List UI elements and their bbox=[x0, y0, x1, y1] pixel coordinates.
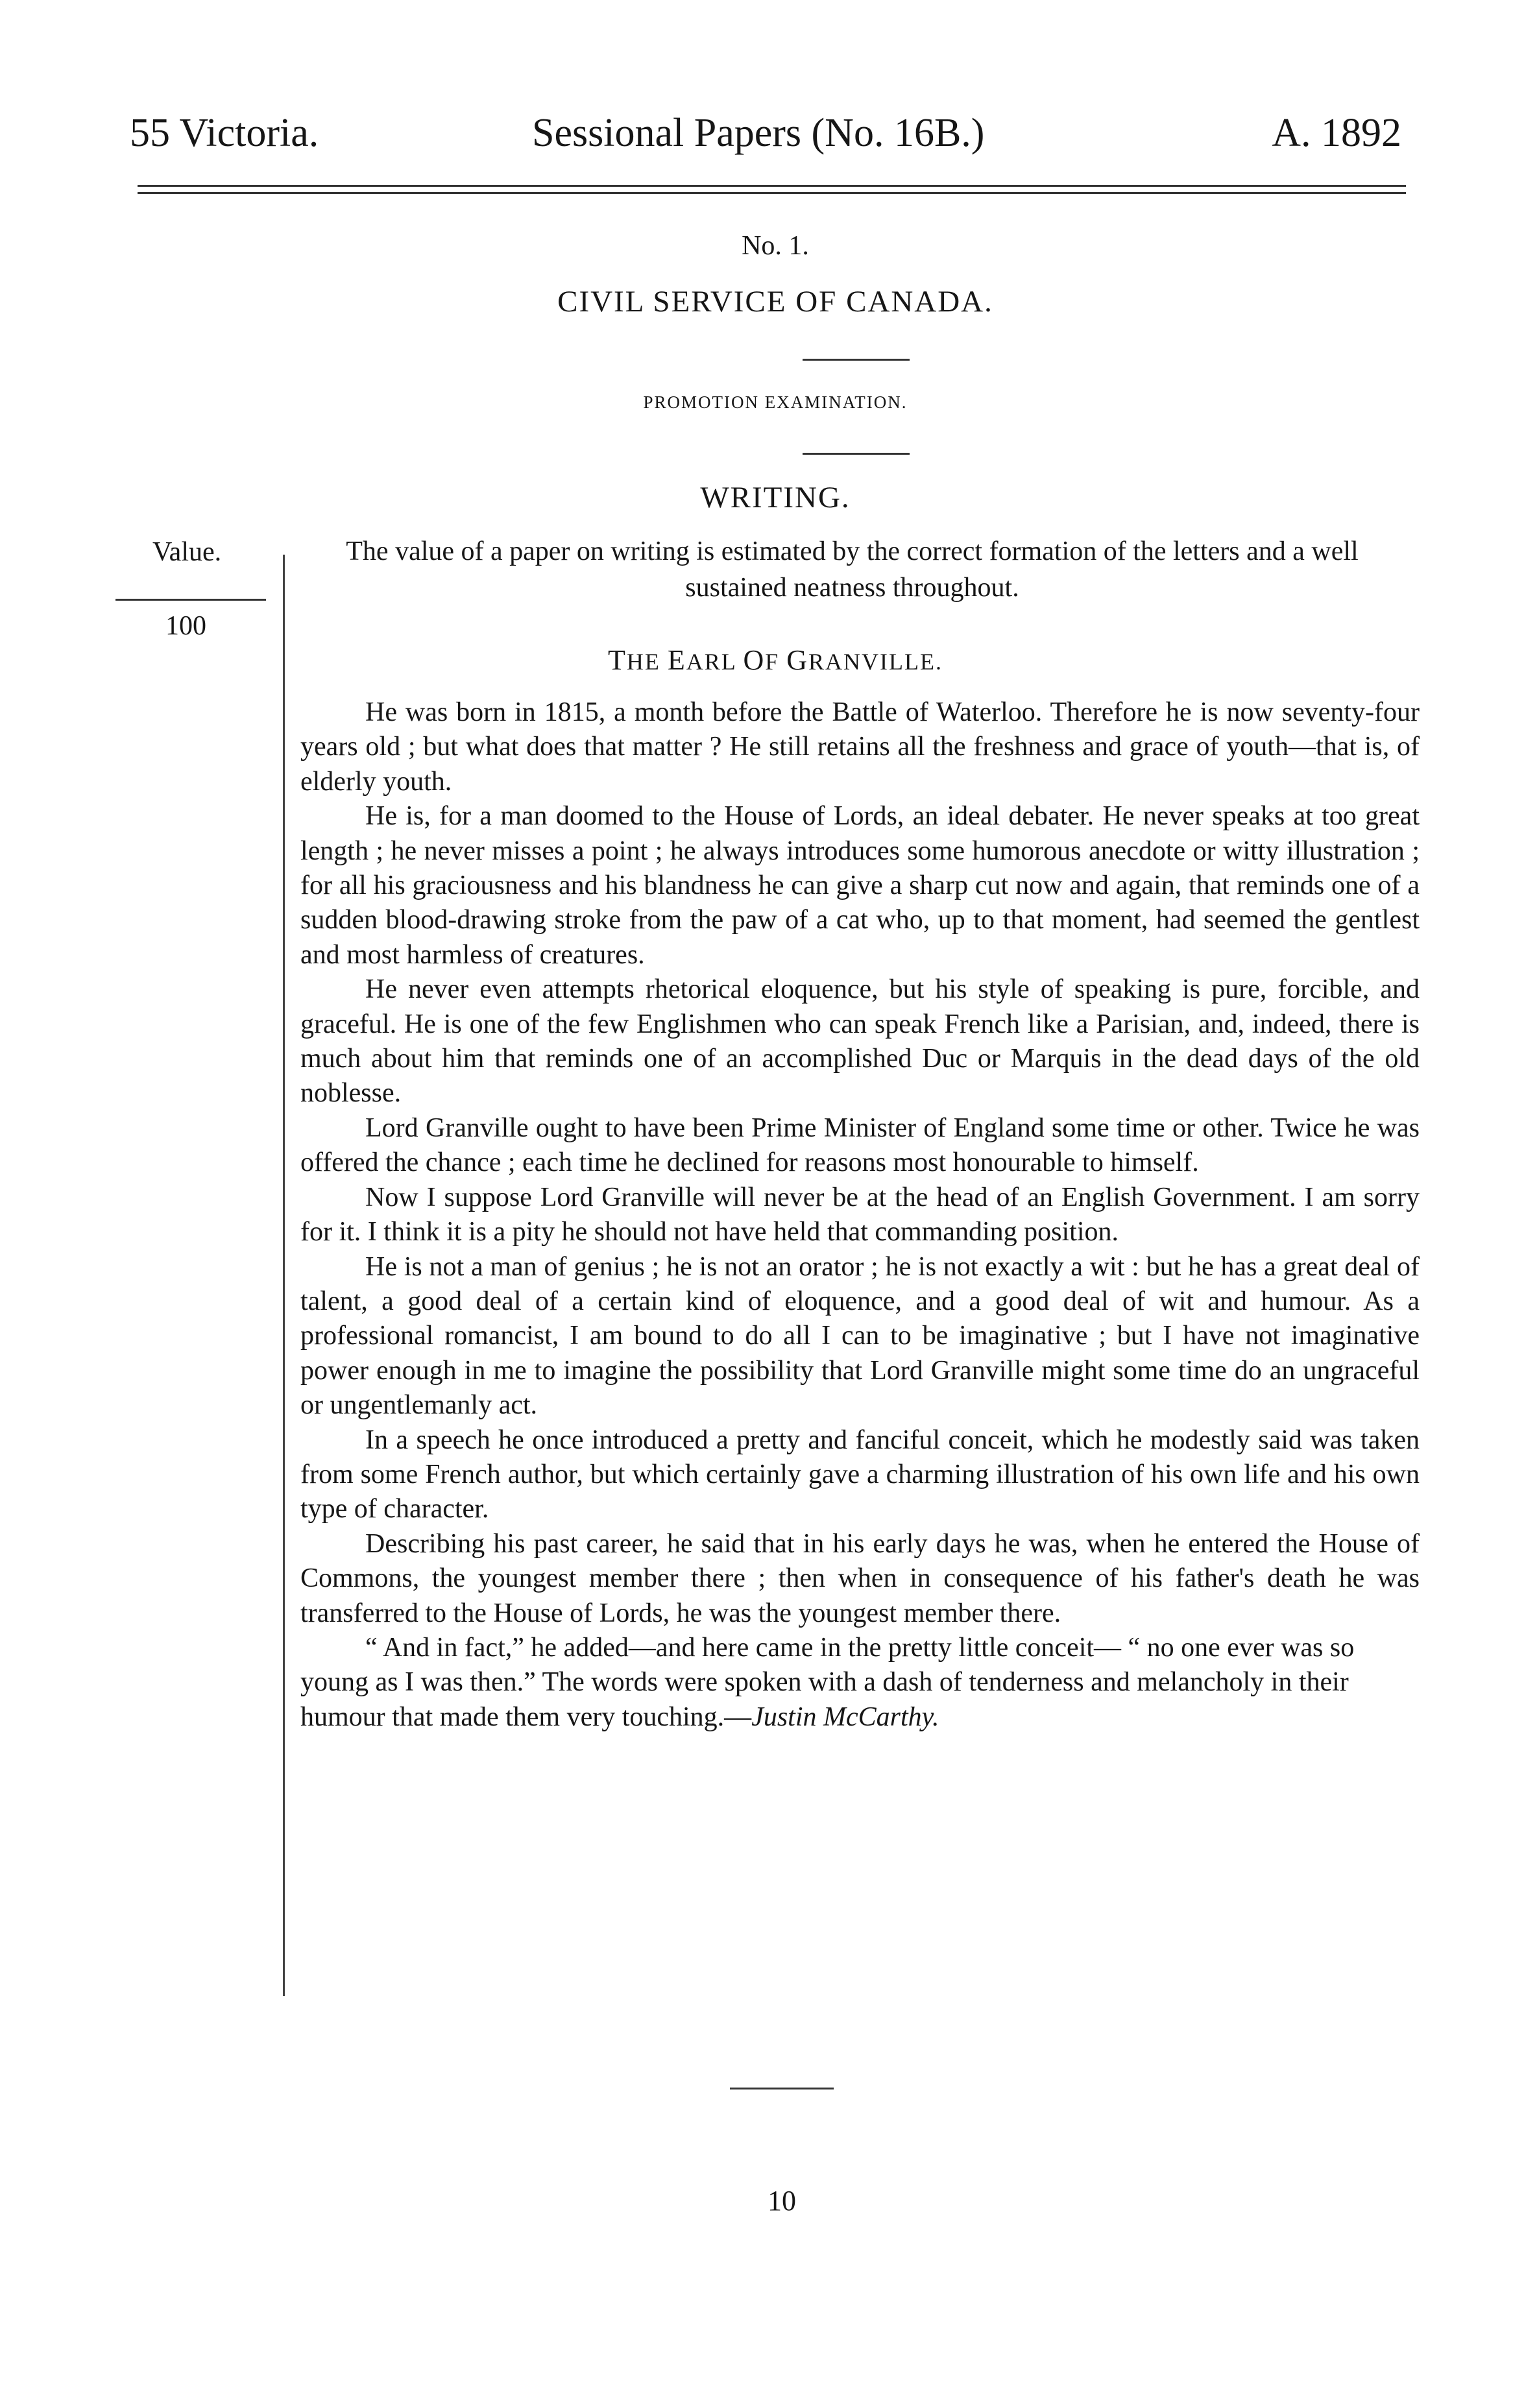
section-heading: WRITING. bbox=[700, 481, 851, 514]
value-amount: 100 bbox=[165, 611, 206, 641]
passage-paragraph: He is, for a man doomed to the House of Lords, an ideal debater. He never speaks at too great length ; he never misses a point ; he always introduces some humorous anecdote or witty illustration ; for all his graciousness and his blandness he can give a sharp cut now and again, that reminds one of a sudden blood-drawing stroke from the paw of a cat who, up to that moment, had seemed the gentlest and most harmless of creatures. bbox=[300, 801, 1420, 970]
passage-paragraph: In a speech he once introduced a pretty and fanciful conceit, which he modestly said was taken from some French author, but which certainly gave a charming illustration of his own life and his own type of character. bbox=[300, 1425, 1420, 1524]
title-divider bbox=[803, 359, 910, 361]
passage-paragraph: Lord Granville ought to have been Prime Minister of England some time or other. Twice he was offered the chance ; each time he declined for reasons most honourable to himself. bbox=[300, 1113, 1420, 1178]
value-column-label: Value. bbox=[152, 537, 222, 567]
passage-title: THE EARL OF GRANVILLE. bbox=[607, 644, 943, 676]
passage-paragraph: He never even attempts rhetorical eloquence, but his style of speaking is pure, forcible, and graceful. He is one of the few Englishmen who can speak French like a Parisian, and, indeed, there is much about him that reminds one of an accomplished Duc or Marquis in the dead days of the old noblesse. bbox=[300, 974, 1420, 1109]
passage-paragraph: Describing his past career, he said that in his early days he was, when he entered the House of Commons, the youngest member there ; then when in consequence of his father's death he was transferred to the House of Lords, he was the youngest member there. bbox=[300, 1528, 1420, 1628]
passage-attribution: Justin McCarthy. bbox=[751, 1702, 939, 1732]
value-column-rule bbox=[115, 599, 266, 601]
passage-paragraph-final-text: “ And in fact,” he added—and here came in the pretty little conceit— “ no one ever was so young as I was then.” The words were spoken with a dash of tenderness and melancholy in their humour that made them very touching.— bbox=[300, 1632, 1355, 1732]
page-number: 10 bbox=[768, 2185, 796, 2217]
header-rule-top bbox=[138, 185, 1406, 187]
passage-paragraph: He is not a man of genius ; he is not an orator ; he is not exactly a wit : but he has a great deal of talent, a good deal of a certain kind of eloquence, and a good deal of wit and humour. As a professional romancist, I am bound to do all I can to be imaginative ; but I have not imaginative power enough in me to imagine the possibility that Lord Granville might some time do an ungraceful or ungentlemanly act. bbox=[300, 1251, 1420, 1421]
document-number: No. 1. bbox=[742, 231, 809, 261]
header-rule-bottom bbox=[138, 192, 1406, 194]
passage-paragraph: He was born in 1815, a month before the Battle of Waterloo. Therefore he is now seventy-four years old ; but what does that matter ? He still retains all the freshness and grace of youth—that is, of elderly youth. bbox=[300, 697, 1420, 797]
header-year: A. 1892 bbox=[1272, 111, 1401, 155]
document-organization: CIVIL SERVICE OF CANADA. bbox=[557, 285, 993, 319]
header-sessional-papers: Sessional Papers (No. 16B.) bbox=[532, 111, 985, 155]
subject-divider bbox=[803, 453, 910, 455]
margin-vertical-rule bbox=[283, 555, 285, 1996]
passage-paragraph: Now I suppose Lord Granville will never be at the head of an English Government. I am sorry for it. I think it is a pity he should not have held that commanding position. bbox=[300, 1182, 1420, 1247]
running-header bbox=[130, 104, 1401, 162]
instructions-text: The value of a paper on writing is estimated by the correct formation of the letters and a well sustained neatness throughout. bbox=[346, 536, 1359, 603]
passage-body bbox=[300, 695, 1420, 1735]
header-session: 55 Victoria. bbox=[130, 111, 319, 155]
footer-rule bbox=[730, 2088, 834, 2089]
passage-paragraph-final bbox=[300, 1631, 1420, 1735]
document-subject: PROMOTION EXAMINATION. bbox=[643, 392, 908, 412]
